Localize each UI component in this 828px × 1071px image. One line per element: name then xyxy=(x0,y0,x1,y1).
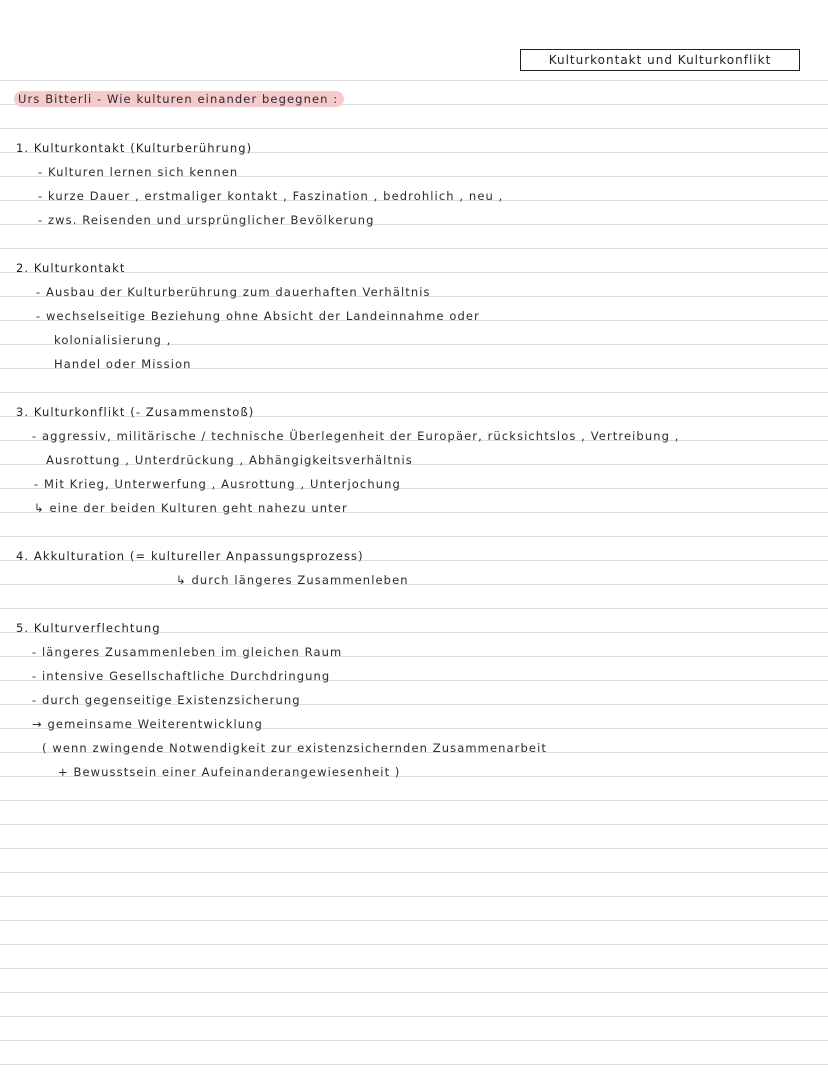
section-3-line-2: Ausrottung , Unterdrückung , Abhängigkeitsverhältnis xyxy=(46,453,413,467)
section-4-line-1: ↳ durch längeres Zusammenleben xyxy=(176,573,409,587)
section-5-heading: 5. Kulturverflechtung xyxy=(16,621,161,635)
section-5-line-4: → gemeinsame Weiterentwicklung xyxy=(32,717,263,731)
section-5-line-3: - durch gegenseitige Existenzsicherung xyxy=(32,693,301,707)
section-5-line-6: + Bewusstsein einer Aufeinanderangewiesenheit ) xyxy=(58,765,401,779)
section-3-line-1: - aggressiv, militärische / technische Überlegenheit der Europäer, rücksichtslos , Vertreibung , xyxy=(32,429,680,443)
section-1-line-1: - Kulturen lernen sich kennen xyxy=(38,165,239,179)
section-5-line-5: ( wenn zwingende Notwendigkeit zur existenzsichernden Zusammenarbeit xyxy=(42,741,547,755)
section-1-heading: 1. Kulturkontakt (Kulturberührung) xyxy=(16,141,253,155)
section-2-line-4: Handel oder Mission xyxy=(54,357,192,371)
section-1-line-2: - kurze Dauer , erstmaliger kontakt , Faszination , bedrohlich , neu , xyxy=(38,189,504,203)
section-5-line-2: - intensive Gesellschaftliche Durchdringung xyxy=(32,669,331,683)
section-3-line-4: ↳ eine der beiden Kulturen geht nahezu unter xyxy=(34,501,348,515)
section-2-heading: 2. Kulturkontakt xyxy=(16,261,126,275)
subtitle xyxy=(14,91,344,107)
subtitle-highlight: Urs Bitterli - Wie kulturen einander begegnen : xyxy=(14,91,344,107)
section-3-line-3: - Mit Krieg, Unterwerfung , Ausrottung , Unterjochung xyxy=(34,477,401,491)
section-2-line-2: - wechselseitige Beziehung ohne Absicht der Landeinnahme oder xyxy=(36,309,480,323)
section-5-line-1: - längeres Zusammenleben im gleichen Raum xyxy=(32,645,343,659)
section-1-line-3: - zws. Reisenden und ursprünglicher Bevölkerung xyxy=(38,213,375,227)
section-3-heading: 3. Kulturkonflikt (- Zusammenstoß) xyxy=(16,405,255,419)
section-2-line-3: kolonialisierung , xyxy=(54,333,172,347)
section-2-line-1: - Ausbau der Kulturberührung zum dauerhaften Verhältnis xyxy=(36,285,431,299)
section-4-heading: 4. Akkulturation (= kultureller Anpassungsprozess) xyxy=(16,549,364,563)
page-title: Kulturkontakt und Kulturkonflikt xyxy=(520,49,800,71)
